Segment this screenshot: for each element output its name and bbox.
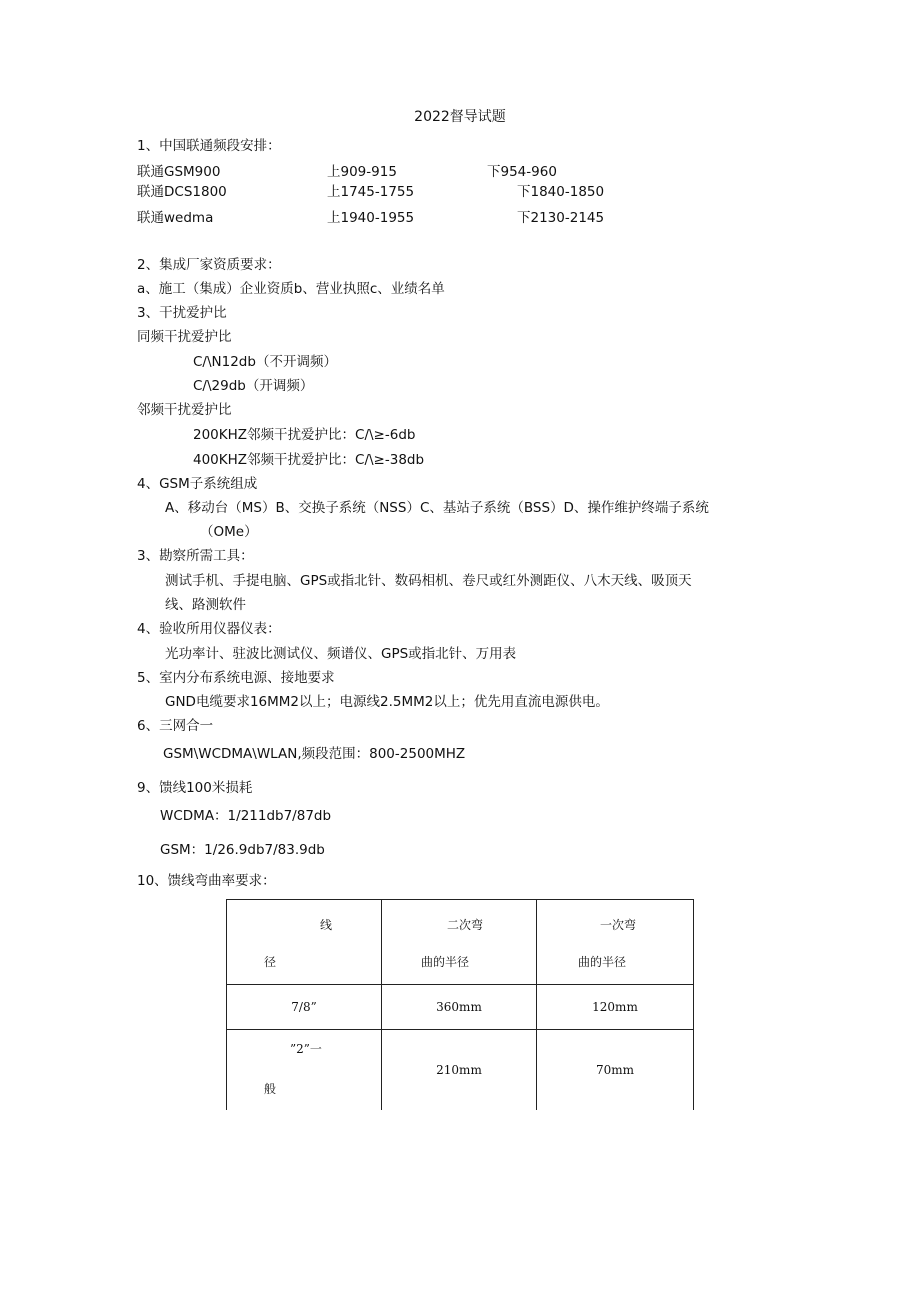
header-cell-first-bend xyxy=(537,900,694,985)
q3-adj-label: 邻频干扰爱护比 xyxy=(137,402,232,418)
q5-line: 测试手机、手提电脑、GPS或指北针、数码相机、卷尺或红外测距仪、八木天线、吸顶天 xyxy=(165,573,692,589)
q8-text: GSM\WCDMA\WLAN,频段范围：800-2500MHZ xyxy=(163,746,466,762)
q6-text: 光功率计、驻波比测试仪、频谱仪、GPS或指北针、万用表 xyxy=(165,646,517,662)
band-row-name: 联通wedma xyxy=(137,210,214,226)
cell-text: ”2”一 xyxy=(290,1042,322,1056)
band-row-name: 联通DCS1800 xyxy=(137,184,227,200)
q3-adj-line: 400KHZ邻频干扰爱护比：C/\≥-38db xyxy=(193,452,425,468)
q5-line: 线、路测软件 xyxy=(165,597,246,613)
table-cell xyxy=(537,985,694,1030)
q3-same-line: C/\N12db（不开调频） xyxy=(193,354,337,370)
band-row-name: 联通GSM900 xyxy=(137,164,221,180)
header-cell-diameter xyxy=(227,900,382,985)
cell-text: 210mm xyxy=(436,1063,482,1077)
table-cell xyxy=(227,1030,382,1111)
cell-text: 120mm xyxy=(592,1000,638,1014)
table-row xyxy=(227,1030,694,1111)
q3-heading: 3、干扰爱护比 xyxy=(137,305,227,321)
cell-text: 般 xyxy=(264,1082,277,1096)
cell-text: 7/8” xyxy=(291,1000,317,1014)
band-row-down: 下1840-1850 xyxy=(517,184,605,200)
header-text: 曲的半径 xyxy=(578,955,627,969)
q5-heading: 3、勘察所需工具： xyxy=(137,548,254,564)
table-cell xyxy=(227,985,382,1030)
q9-heading: 9、馈线100米损耗 xyxy=(137,780,253,796)
q9-wcdma: WCDMA：1/211db7/87db xyxy=(160,808,332,824)
band-row-down: 下2130-2145 xyxy=(517,210,605,226)
table-cell xyxy=(382,985,537,1030)
header-text: 曲的半径 xyxy=(421,955,470,969)
band-row-down: 下954-960 xyxy=(487,164,557,180)
q3-same-label: 同频干扰爱护比 xyxy=(137,329,232,345)
table-row xyxy=(227,985,694,1030)
header-cell-second-bend xyxy=(382,900,537,985)
q10-heading: 10、馈线弯曲率要求： xyxy=(137,873,276,889)
q3-same-line: C/\29db（开调频） xyxy=(193,378,314,394)
q6-heading: 4、验收所用仪器仪表： xyxy=(137,621,281,637)
table-cell xyxy=(382,1030,537,1111)
band-row-up: 上1745-1755 xyxy=(327,184,415,200)
bend-radius-table xyxy=(226,899,694,1110)
q4-line: （OMe） xyxy=(200,524,258,540)
header-text: 二次弯 xyxy=(447,918,484,932)
q2-heading: 2、集成厂家资质要求： xyxy=(137,257,281,273)
header-text: 径 xyxy=(264,955,277,969)
page-title: 2022督导试题 xyxy=(414,109,506,125)
q1-heading: 1、中国联通频段安排： xyxy=(137,138,281,154)
header-text: 线 xyxy=(320,918,333,932)
q9-gsm: GSM：1/26.9db7/83.9db xyxy=(160,842,325,858)
q4-heading: 4、GSM子系统组成 xyxy=(137,476,258,492)
q8-heading: 6、三网合一 xyxy=(137,718,214,734)
q7-text: GND电缆要求16MM2以上；电源线2.5MM2以上；优先用直流电源供电。 xyxy=(165,694,609,710)
q4-line: A、移动台（MS）B、交换子系统（NSS）C、基站子系统（BSS）D、操作维护终端子系统 xyxy=(165,500,709,516)
header-text: 一次弯 xyxy=(600,918,637,932)
q2-text: a、施工（集成）企业资质b、营业执照c、业绩名单 xyxy=(137,281,445,297)
band-row-up: 上1940-1955 xyxy=(327,210,415,226)
band-row-up: 上909-915 xyxy=(327,164,397,180)
table-cell xyxy=(537,1030,694,1111)
cell-text: 360mm xyxy=(436,1000,482,1014)
q3-adj-line: 200KHZ邻频干扰爱护比：C/\≥-6db xyxy=(193,427,416,443)
cell-text: 70mm xyxy=(595,1063,635,1077)
table-header-row xyxy=(227,900,694,985)
q7-heading: 5、室内分布系统电源、接地要求 xyxy=(137,670,335,686)
